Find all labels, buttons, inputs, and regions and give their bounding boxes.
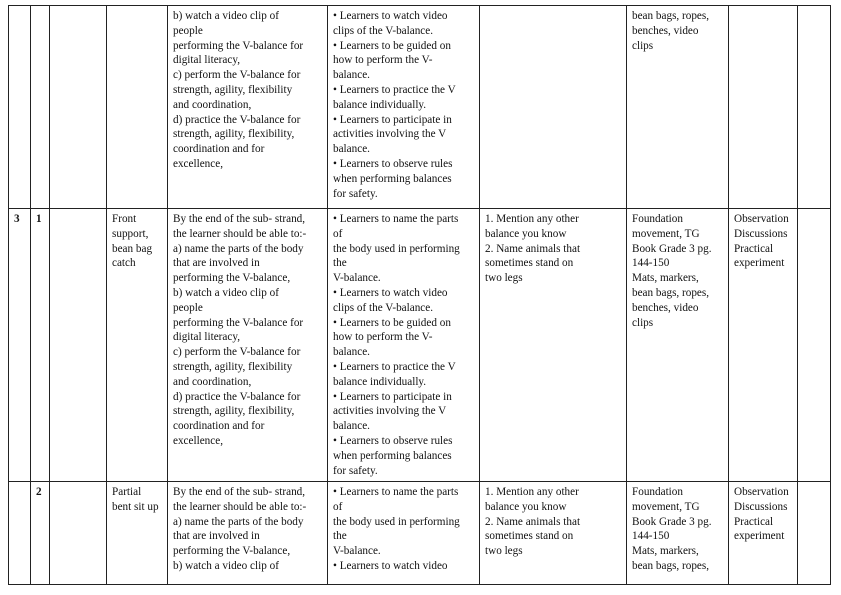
cell-experiences: • Learners to watch video clips of the V-balance. • Learners to be guided on how to perform the V- balance. • Learners to practice the V balance individually. • Learners to participate in activities involving the V balance. • Learners to observe rules when performing balances for safety. [328,6,480,209]
cell-resources: bean bags, ropes, benches, video clips [627,6,729,209]
cell-experiences: • Learners to name the parts of the body used in performing the V-balance. • Learners to watch video clips of the V-balance. • Learners to be guided on how to perform the V- balance. • Learners to practice the V balance individually. • Learners to participate in activities involving the V balance. • Learners to observe rules when performing balances for safety. [328,209,480,482]
table-row [9,6,831,209]
table-row [9,482,831,585]
cell-questions: 1. Mention any other balance you know 2. Name animals that sometimes stand on two legs [480,482,627,585]
cell-questions [480,6,627,209]
cell-questions: 1. Mention any other balance you know 2. Name animals that sometimes stand on two legs [480,209,627,482]
cell-outcomes: By the end of the sub- strand, the learner should be able to:- a) name the parts of the body that are involved in performing the V-balance, b) watch a video clip of [168,482,328,585]
cell-sub-strand: Front support, bean bag catch [107,209,168,482]
scheme-of-work-table [8,5,831,585]
cell-sub-strand: Partial bent sit up [107,482,168,585]
cell-strand [50,482,107,585]
cell-reflection [798,209,831,482]
cell-strand [50,209,107,482]
cell-strand [50,6,107,209]
cell-assessment: Observation Discussions Practical experiment [729,209,798,482]
cell-outcomes: By the end of the sub- strand, the learner should be able to:- a) name the parts of the body that are involved in performing the V-balance, b) watch a video clip of people performing the V-balance for digital literacy, c) perform the V-balance for strength, agility, flexibility and coordination, d) practice the V-balance for strength, agility, flexibility, coordination and for excellence, [168,209,328,482]
cell-experiences: • Learners to name the parts of the body used in performing the V-balance. • Learners to watch video [328,482,480,585]
cell-resources: Foundation movement, TG Book Grade 3 pg. 144-150 Mats, markers, bean bags, ropes, benches, video clips [627,209,729,482]
cell-week [9,6,31,209]
cell-resources: Foundation movement, TG Book Grade 3 pg. 144-150 Mats, markers, bean bags, ropes, [627,482,729,585]
cell-lesson: 2 [31,482,50,585]
cell-assessment: Observation Discussions Practical experiment [729,482,798,585]
cell-lesson [31,6,50,209]
cell-outcomes: b) watch a video clip of people performing the V-balance for digital literacy, c) perform the V-balance for strength, agility, flexibility and coordination, d) practice the V-balance for strength, agility, flexibility, coordination and for excellence, [168,6,328,209]
table-row [9,209,831,482]
cell-sub-strand [107,6,168,209]
cell-assessment [729,6,798,209]
cell-lesson: 1 [31,209,50,482]
cell-week: 3 [9,209,31,482]
cell-reflection [798,6,831,209]
cell-week [9,482,31,585]
cell-reflection [798,482,831,585]
